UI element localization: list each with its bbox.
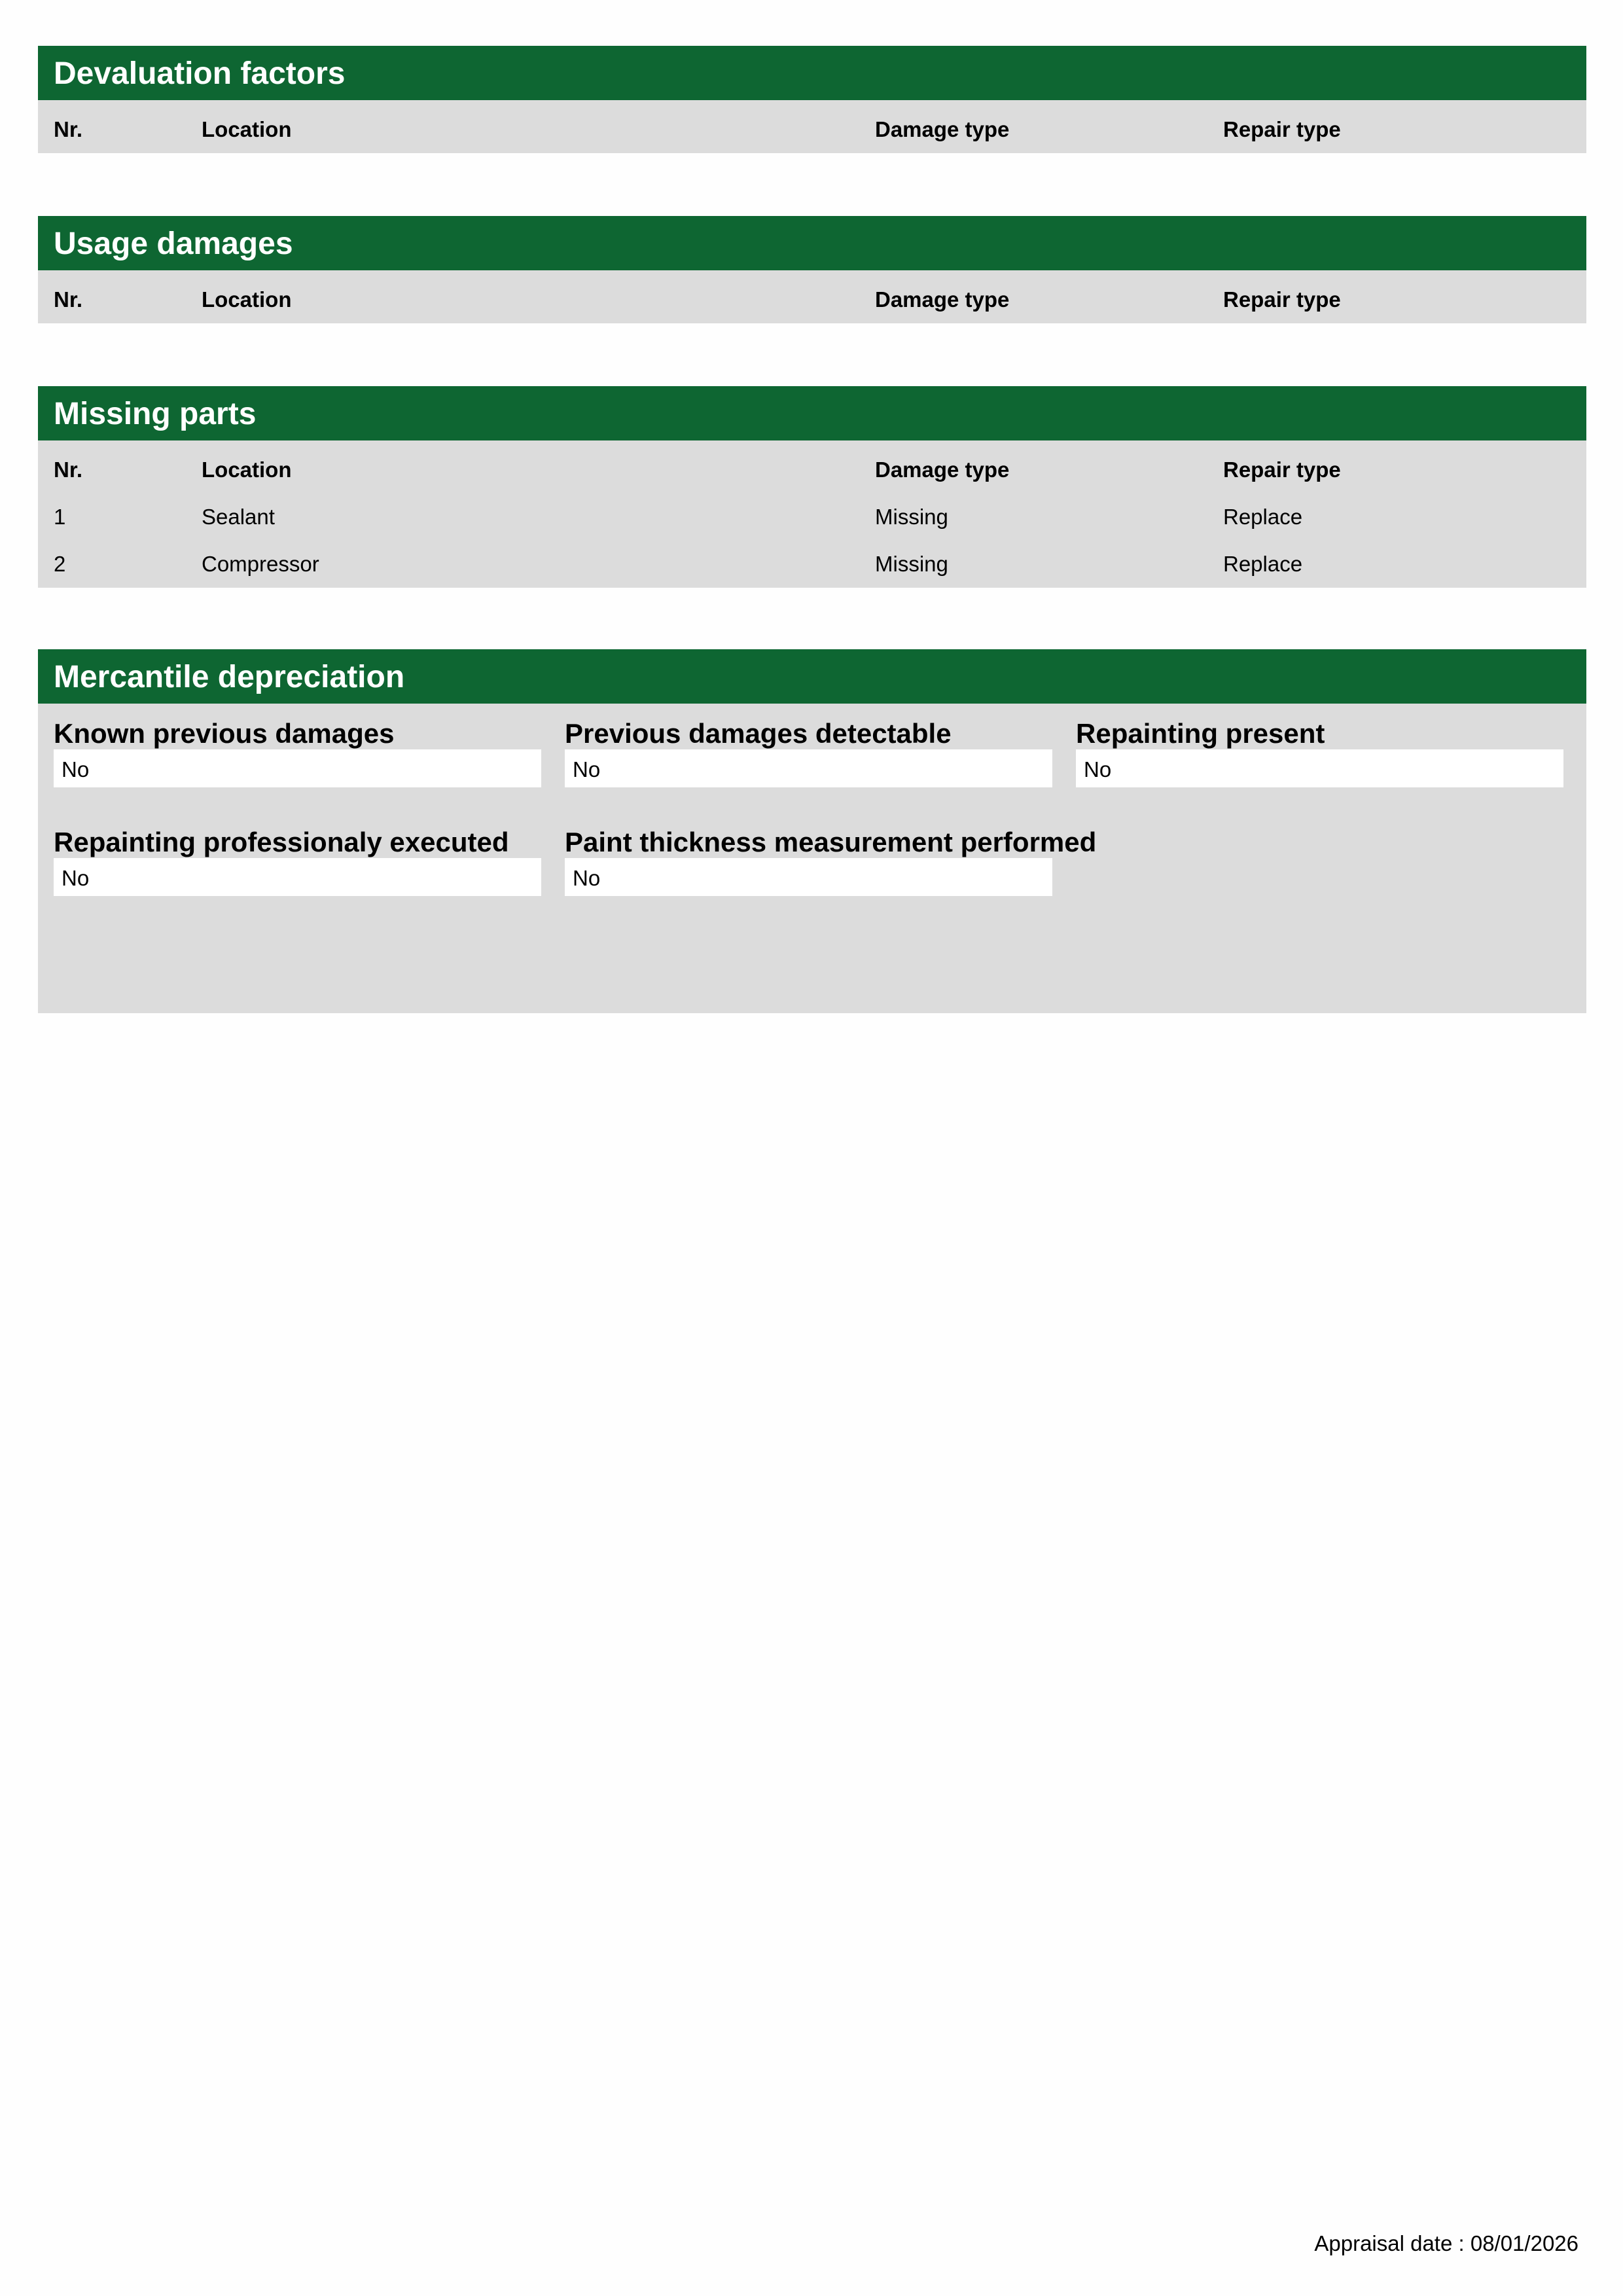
- table-header-row: [38, 106, 1586, 153]
- column-header-repair-type: Repair type: [1223, 117, 1341, 141]
- usage-damages-table: [38, 270, 1586, 323]
- usage-damages-title: Usage damages: [38, 216, 1586, 270]
- column-header-damage-type: Damage type: [875, 457, 1010, 482]
- paint-thickness-measurement-label: Paint thickness measurement performed: [565, 827, 1097, 857]
- paint-thickness-measurement-field: [565, 827, 1097, 896]
- appraisal-date: Appraisal date : 08/01/2026: [1314, 2231, 1578, 2255]
- column-header-nr: Nr.: [54, 457, 83, 482]
- paint-thickness-measurement-value: No: [565, 858, 1052, 896]
- cell-damage-type: Missing: [875, 552, 948, 576]
- known-previous-damages-value: No: [54, 749, 541, 787]
- cell-location: Compressor: [202, 552, 319, 576]
- column-header-damage-type: Damage type: [875, 117, 1010, 141]
- repainting-professionaly-executed-field: [54, 827, 541, 896]
- missing-parts-section: [38, 386, 1586, 588]
- cell-location: Sealant: [202, 505, 275, 529]
- known-previous-damages-label: Known previous damages: [54, 718, 395, 749]
- column-header-nr: Nr.: [54, 287, 83, 312]
- column-header-repair-type: Repair type: [1223, 457, 1341, 482]
- repainting-present-value: No: [1076, 749, 1563, 787]
- column-header-location: Location: [202, 117, 292, 141]
- column-header-location: Location: [202, 457, 292, 482]
- column-header-nr: Nr.: [54, 117, 83, 141]
- column-header-location: Location: [202, 287, 292, 312]
- repainting-professionaly-executed-label: Repainting professionaly executed: [54, 827, 509, 857]
- table-row: [38, 493, 1586, 541]
- cell-damage-type: Missing: [875, 505, 948, 529]
- usage-damages-section: [38, 216, 1586, 323]
- previous-damages-detectable-label: Previous damages detectable: [565, 718, 952, 749]
- mercantile-depreciation-panel: [38, 704, 1586, 1013]
- missing-parts-title: Missing parts: [38, 386, 1586, 440]
- repainting-present-label: Repainting present: [1076, 718, 1325, 749]
- known-previous-damages-field: [54, 718, 541, 787]
- repainting-present-field: [1076, 718, 1563, 787]
- previous-damages-detectable-value: No: [565, 749, 1052, 787]
- devaluation-factors-table: [38, 100, 1586, 153]
- devaluation-factors-title: Devaluation factors: [38, 46, 1586, 100]
- mercantile-depreciation-title: Mercantile depreciation: [38, 649, 1586, 704]
- devaluation-factors-section: [38, 46, 1586, 153]
- cell-repair-type: Replace: [1223, 505, 1303, 529]
- cell-nr: 1: [54, 505, 66, 529]
- repainting-professionaly-executed-value: No: [54, 858, 541, 896]
- previous-damages-detectable-field: [565, 718, 1052, 787]
- mercantile-depreciation-section: [38, 649, 1586, 1013]
- table-header-row: [38, 446, 1586, 493]
- table-row: [38, 541, 1586, 588]
- missing-parts-table: [38, 440, 1586, 588]
- column-header-damage-type: Damage type: [875, 287, 1010, 312]
- table-header-row: [38, 276, 1586, 323]
- cell-repair-type: Replace: [1223, 552, 1303, 576]
- cell-nr: 2: [54, 552, 66, 576]
- column-header-repair-type: Repair type: [1223, 287, 1341, 312]
